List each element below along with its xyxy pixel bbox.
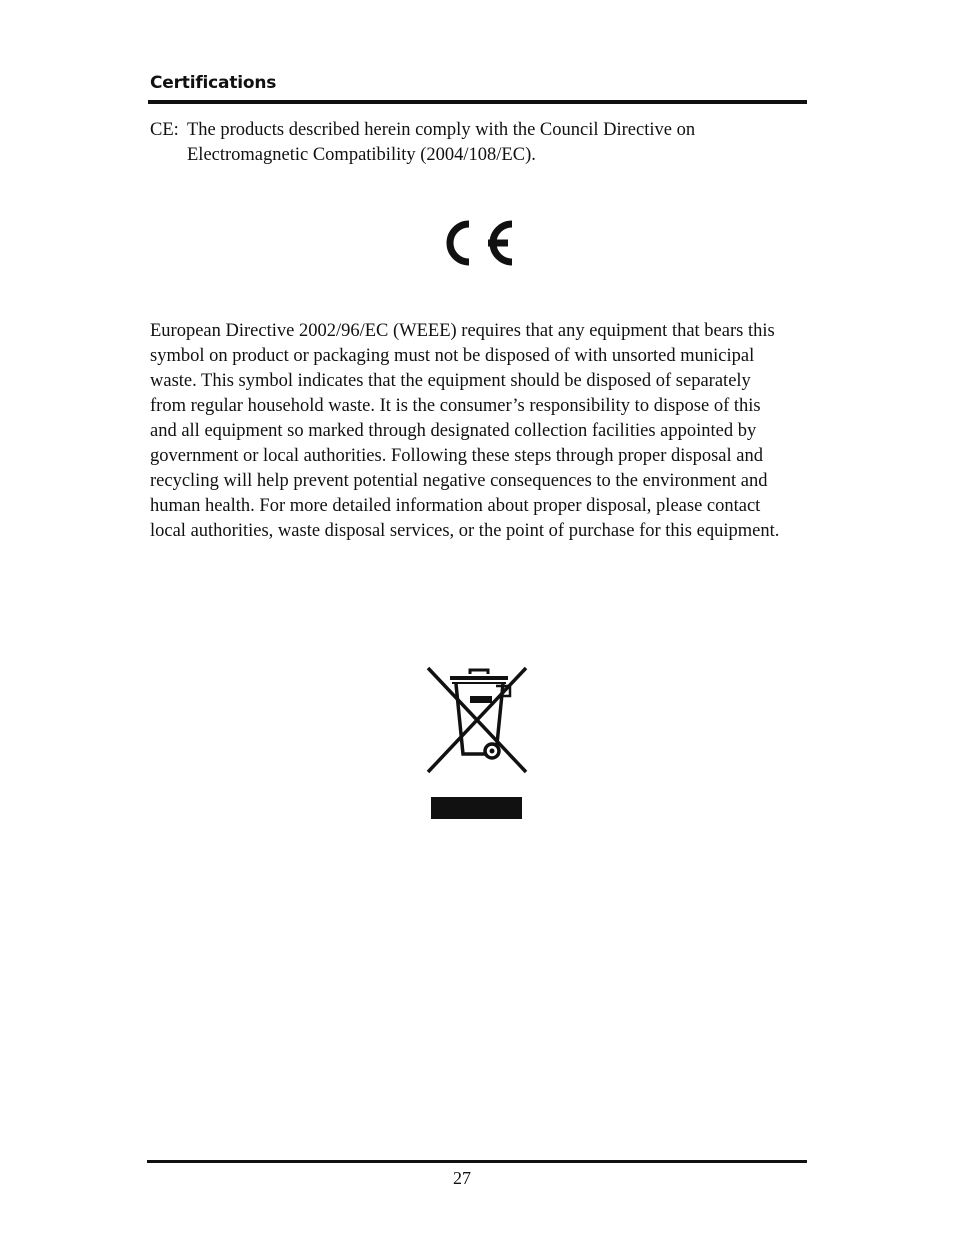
ce-label: CE: (150, 120, 179, 140)
weee-crossed-bin-icon (426, 666, 530, 820)
weee-statement-line: human health. For more detailed information about proper disposal, please contact (150, 496, 761, 516)
footer-rule (147, 1160, 807, 1163)
weee-statement-line: local authorities, waste disposal services, or the point of purchase for this equipment. (150, 521, 780, 541)
ce-statement-line: The products described herein comply with the Council Directive on (187, 120, 696, 140)
weee-statement-line: European Directive 2002/96/EC (WEEE) requires that any equipment that bears this (150, 321, 775, 341)
weee-statement-line: recycling will help prevent potential negative consequences to the environment and (150, 471, 768, 491)
header-rule (148, 100, 807, 104)
weee-statement-line: from regular household waste. It is the consumer’s responsibility to dispose of this (150, 396, 761, 416)
ce-mark-icon (438, 214, 518, 272)
ce-statement-text (187, 118, 787, 168)
weee-statement (150, 319, 810, 544)
weee-statement-line: symbol on product or packaging must not be disposed of with unsorted municipal (150, 346, 755, 366)
weee-statement-line: government or local authorities. Following these steps through proper disposal and (150, 446, 763, 466)
page-section-title: Certifications (150, 73, 277, 93)
page-number: 27 (453, 1168, 471, 1188)
weee-statement-line: and all equipment so marked through designated collection facilities appointed by (150, 421, 757, 441)
ce-statement-line: Electromagnetic Compatibility (2004/108/EC). (187, 145, 536, 165)
weee-statement-line: waste. This symbol indicates that the equipment should be disposed of separately (150, 371, 751, 391)
